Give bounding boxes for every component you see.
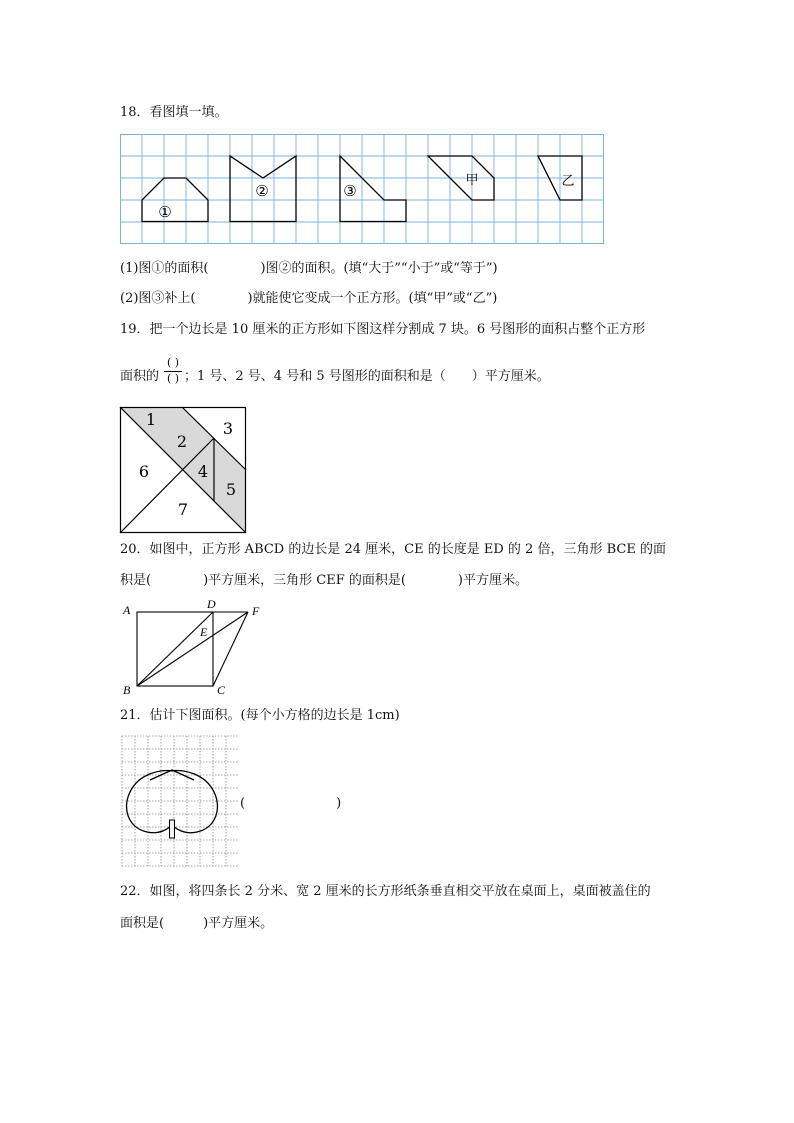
q18-subquestion-2: (2)图③补上( )就能使它变成一个正方形。(填“甲”或“乙”) <box>120 291 498 306</box>
piece-1-label: 1 <box>145 410 157 429</box>
q19-fraction <box>164 357 182 386</box>
q20-square-figure <box>118 598 278 698</box>
point-label-c: C <box>217 683 226 697</box>
q19-line-1: 19．把一个边长是 10 厘米的正方形如下图这样分割成 7 块。6 号图形的面积占整个正方形 <box>120 322 646 337</box>
q22-line-1: 22．如图，将四条长 2 分米、宽 2 厘米的长方形纸条垂直相交平放在桌面上，桌面被盖住的 <box>120 884 651 899</box>
point-label-f: F <box>252 604 260 618</box>
piece-5-label: 5 <box>225 480 237 499</box>
q21-answer-blank[interactable]: ( ) <box>240 796 342 811</box>
q20-line-1: 20．如图中，正方形 ABCD 的边长是 24 厘米，CE 的长度是 ED 的 2 倍，三角形 BCE 的面 <box>120 542 666 557</box>
point-label-a: A <box>123 603 131 617</box>
piece-4-label: 4 <box>197 462 209 481</box>
q18-grid-figure <box>120 134 604 244</box>
piece-3-label: 3 <box>222 419 234 438</box>
point-label-d: D <box>207 597 216 611</box>
piece-2-label: 2 <box>176 432 188 451</box>
q20-line-2: 积是( )平方厘米，三角形 CEF 的面积是( )平方厘米。 <box>120 573 529 588</box>
q19-tangram-figure <box>120 407 246 533</box>
q19-line-2a: 面积的 <box>120 369 160 384</box>
shape-2-label: ② <box>255 182 269 200</box>
q18-title: 18．看图填一填。 <box>120 105 228 120</box>
shape-yi-label: 乙 <box>561 174 575 189</box>
piece-6-label: 6 <box>138 462 150 481</box>
q22-line-2: 面积是( )平方厘米。 <box>120 916 274 931</box>
piece-7-label: 7 <box>177 500 189 519</box>
fraction-denominator: ( ) <box>166 372 180 385</box>
q18-subquestion-1: (1)图①的面积( )图②的面积。(填“大于”“小于”或“等于”) <box>120 261 498 276</box>
point-label-b: B <box>123 683 131 697</box>
shape-1-label: ① <box>158 203 172 221</box>
q19-line-2b: ；1 号、2 号、4 号和 5 号图形的面积和是（ ）平方厘米。 <box>184 369 550 384</box>
point-label-e: E <box>200 625 208 639</box>
heart-stem <box>170 820 175 838</box>
shape-jia-label: 甲 <box>465 173 479 188</box>
q21-line-1: 21．估计下图面积。(每个小方格的边长是 1cm) <box>120 708 400 723</box>
fraction-numerator: ( ) <box>166 356 180 369</box>
q21-heart-grid-figure <box>122 736 240 868</box>
shape-3-label: ③ <box>343 182 357 200</box>
